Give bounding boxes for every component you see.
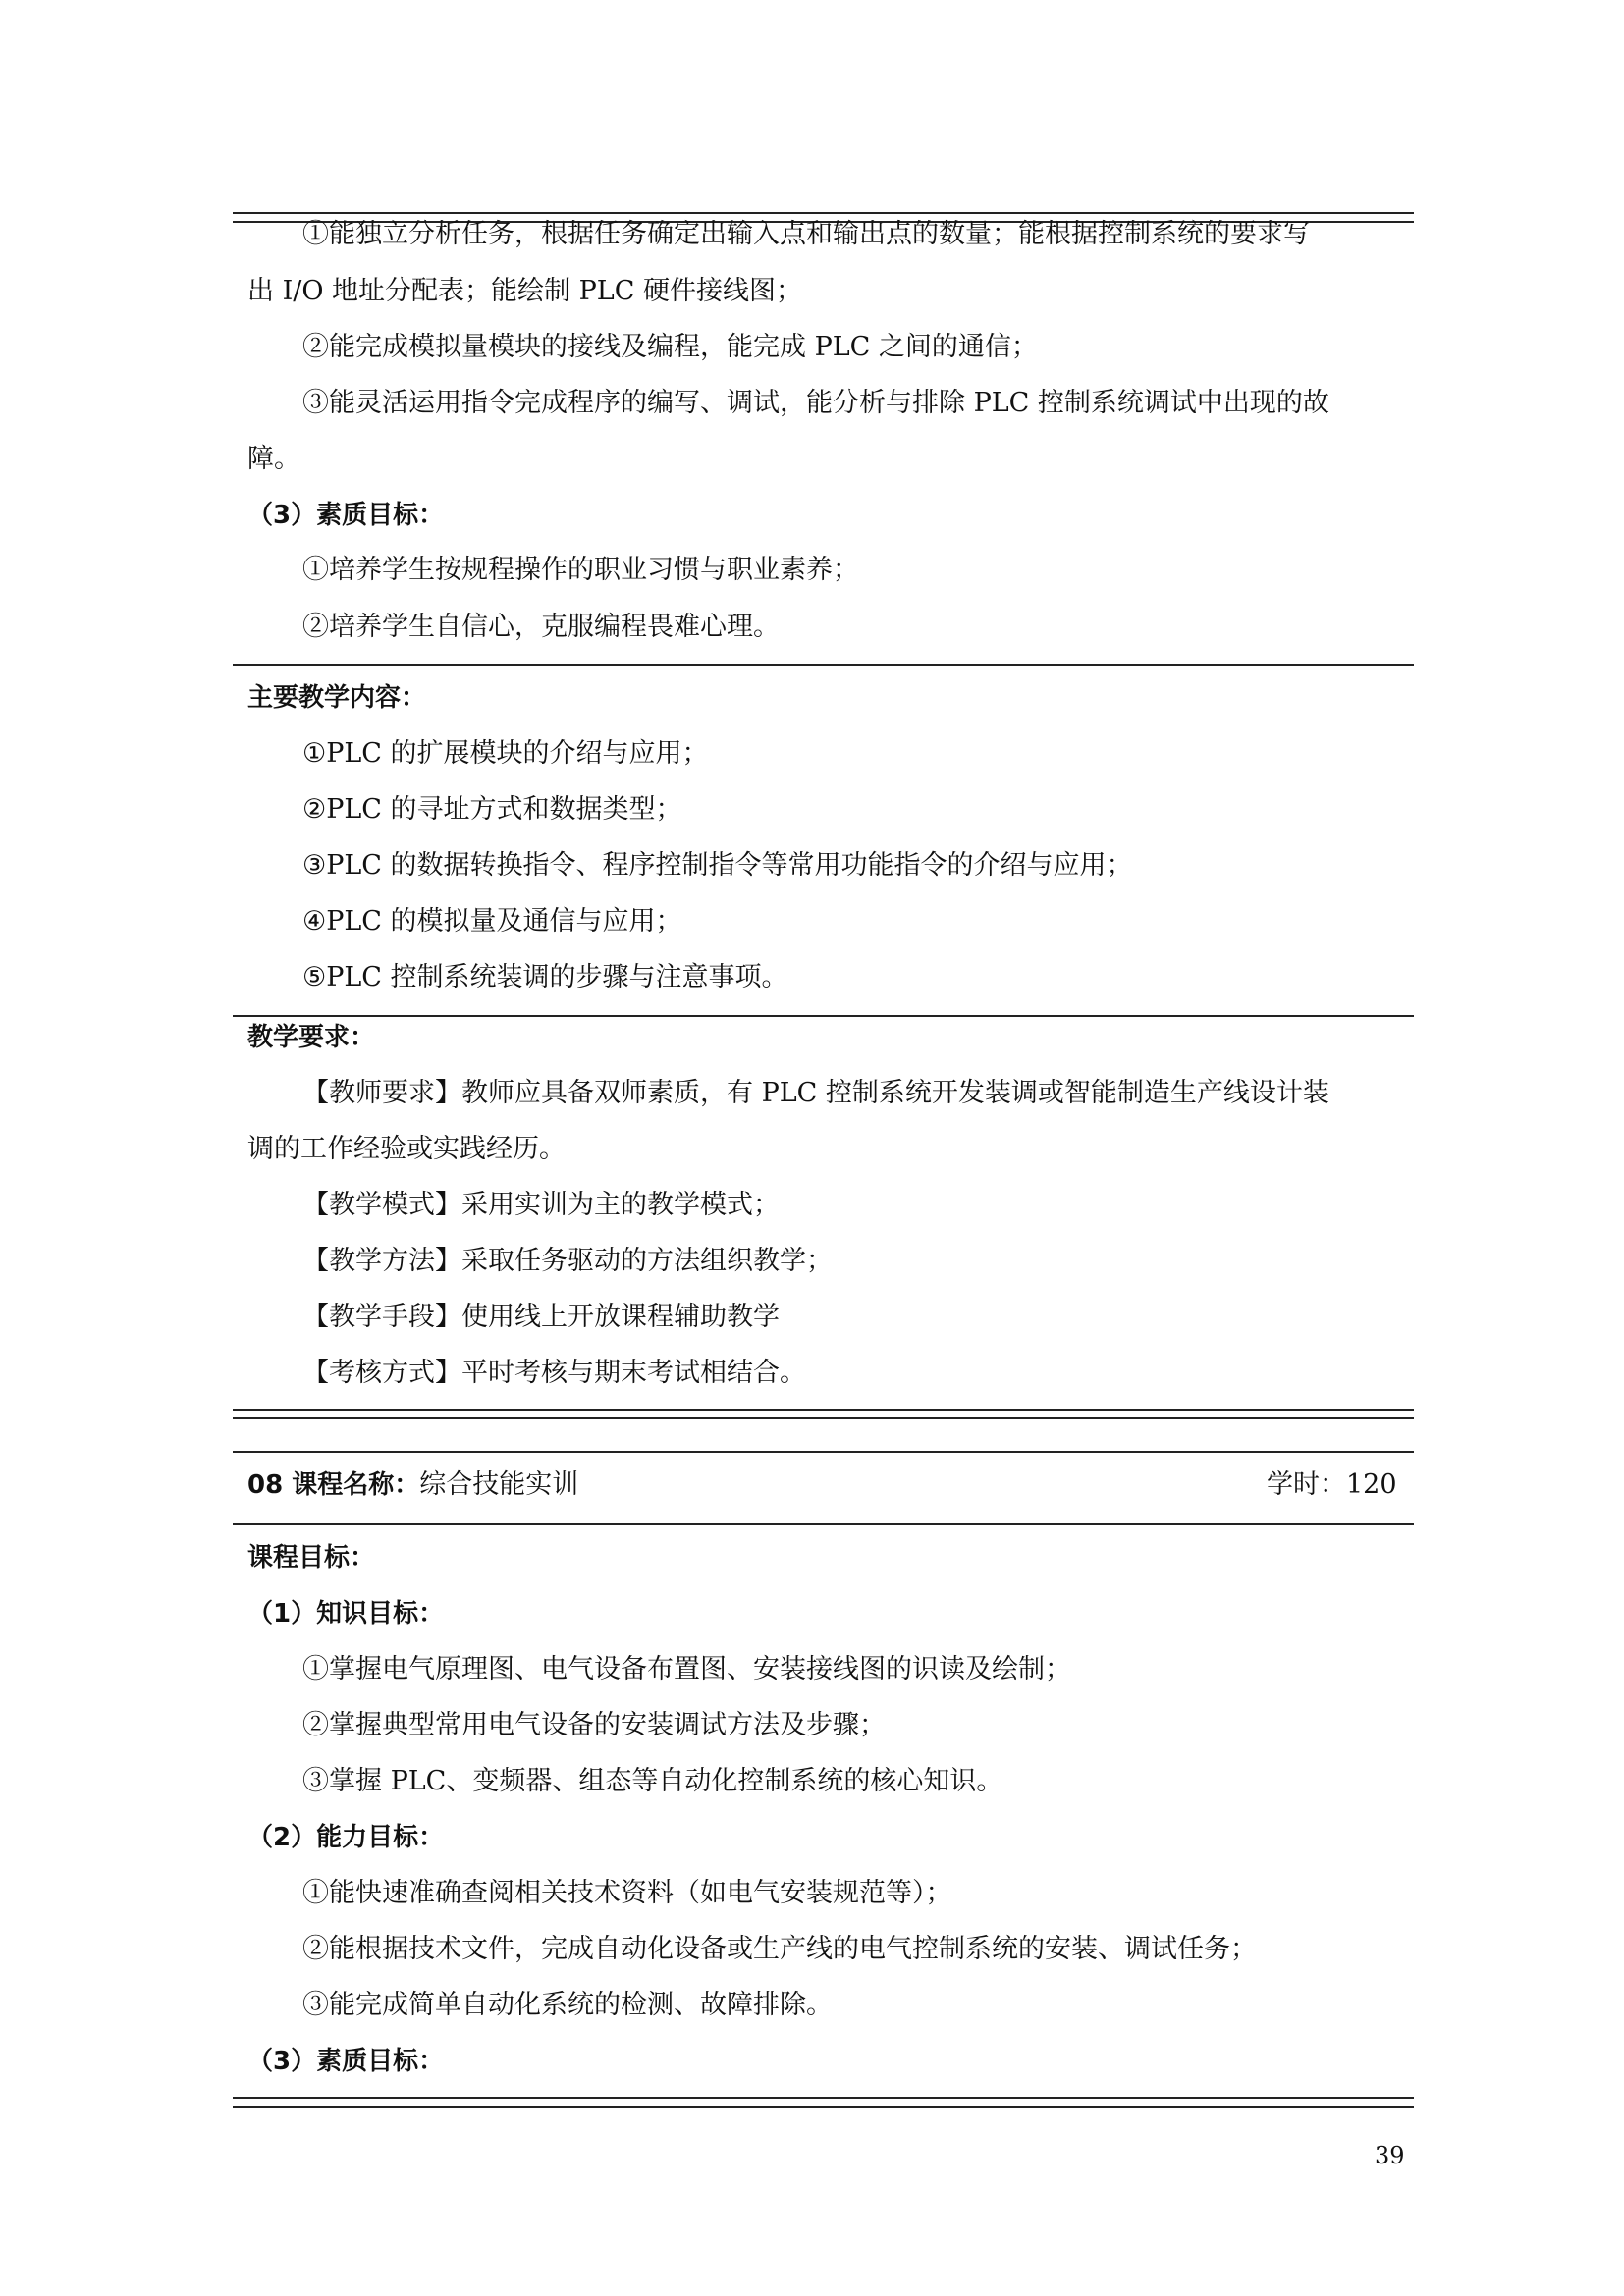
content-heading: 主要教学内容：	[247, 683, 427, 713]
ability-item-1b: 出 I/O 地址分配表；能绘制 PLC 硬件接线图；	[247, 276, 802, 306]
ability-item-3b: 障。	[247, 444, 300, 474]
requirement-mode: 【教学模式】采用实训为主的教学模式；	[302, 1190, 780, 1220]
requirement-teacher-b: 调的工作经验或实践经历。	[247, 1134, 566, 1164]
ability-heading: （2）能力目标：	[247, 1823, 445, 1852]
page-number: 39	[1375, 2142, 1405, 2169]
content-item-4: ④PLC 的模拟量及通信与应用；	[302, 906, 682, 936]
content-item-1: ①PLC 的扩展模块的介绍与应用；	[302, 738, 709, 769]
requirement-method: 【教学方法】采取任务驱动的方法组织教学；	[302, 1246, 833, 1276]
requirement-assessment: 【考核方式】平时考核与期末考试相结合。	[302, 1358, 806, 1388]
ability-item-2: ②能完成模拟量模块的接线及编程，能完成 PLC 之间的通信；	[302, 332, 1038, 362]
bottom-double-rule	[233, 2097, 1414, 2108]
ability-item-1: ①能快速准确查阅相关技术资料（如电气安装规范等）；	[302, 1878, 952, 1908]
quality-item-1: ①培养学生按规程操作的职业习惯与职业素养；	[302, 555, 859, 585]
knowledge-item-3: ③掌握 PLC、变频器、组态等自动化控制系统的核心知识。	[302, 1766, 1003, 1796]
section-rule	[233, 1015, 1414, 1017]
goal-heading: 课程目标：	[247, 1543, 376, 1573]
requirements-heading: 教学要求：	[247, 1023, 376, 1052]
knowledge-item-2: ②掌握典型常用电气设备的安装调试方法及步骤；	[302, 1710, 886, 1740]
ability-item-1a: ①能独立分析任务，根据任务确定出输入点和输出点的数量；能根据控制系统的要求写	[302, 219, 1310, 249]
course-name-value: 综合技能实训	[419, 1469, 579, 1500]
content-item-3: ③PLC 的数据转换指令、程序控制指令等常用功能指令的介绍与应用；	[302, 850, 1133, 881]
section-rule	[233, 1523, 1414, 1525]
section-rule	[233, 1451, 1414, 1453]
quality-item-2: ②培养学生自信心，克服编程畏难心理。	[302, 612, 780, 642]
requirement-teacher-a: 【教师要求】教师应具备双师素质，有 PLC 控制系统开发装调或智能制造生产线设计装	[302, 1078, 1329, 1108]
course-name-row	[247, 1468, 578, 1502]
ability-item-2: ②能根据技术文件，完成自动化设备或生产线的电气控制系统的安装、调试任务；	[302, 1934, 1257, 1964]
requirement-means: 【教学手段】使用线上开放课程辅助教学	[302, 1302, 780, 1332]
course-hours: 学时：120	[1267, 1469, 1397, 1500]
section-double-rule	[233, 1409, 1414, 1419]
ability-item-3: ③能完成简单自动化系统的检测、故障排除。	[302, 1990, 833, 2020]
section-rule	[233, 664, 1414, 666]
knowledge-item-1: ①掌握电气原理图、电气设备布置图、安装接线图的识读及绘制；	[302, 1654, 1071, 1684]
ability-item-3a: ③能灵活运用指令完成程序的编写、调试，能分析与排除 PLC 控制系统调试中出现的故	[302, 388, 1329, 418]
knowledge-heading: （1）知识目标：	[247, 1599, 445, 1629]
quality-heading: （3）素质目标：	[247, 501, 445, 530]
course-name-label: 08 课程名称：	[247, 1470, 420, 1500]
quality-heading: （3）素质目标：	[247, 2047, 445, 2076]
content-item-2: ②PLC 的寻址方式和数据类型；	[302, 794, 682, 825]
content-item-5: ⑤PLC 控制系统装调的步骤与注意事项。	[302, 962, 788, 992]
